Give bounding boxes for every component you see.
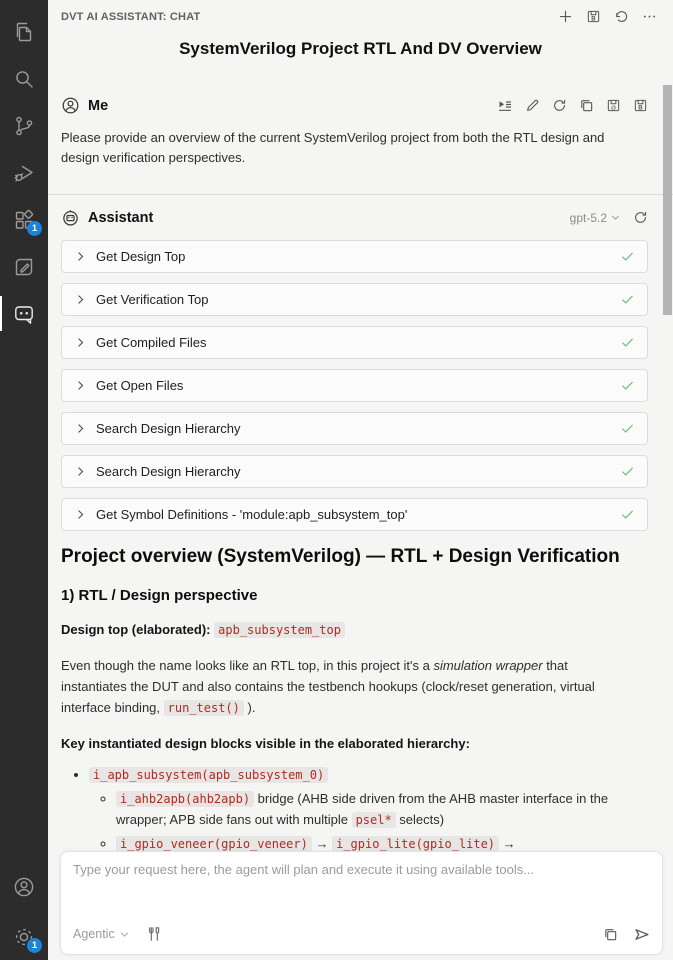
paragraph-text: that instantiates the DUT and also contains the testbench hookups (clock/reset generation, virtual interface binding, <box>61 658 595 715</box>
chevron-right-icon <box>74 465 87 478</box>
check-icon <box>620 249 635 264</box>
tool-label: Get Symbol Definitions - 'module:apb_subsystem_top' <box>96 507 408 523</box>
mode-selector[interactable] <box>73 927 130 941</box>
check-icon <box>620 378 635 393</box>
chevron-right-icon <box>74 379 87 392</box>
hierarchy-code[interactable]: psel* <box>352 812 396 828</box>
design-top-line <box>61 620 648 641</box>
scrollbar[interactable] <box>663 85 672 315</box>
run-debug-icon <box>12 161 36 185</box>
sidebar-item-extensions[interactable] <box>0 196 48 243</box>
hierarchy-code[interactable]: i_apb_subsystem(apb_subsystem_0) <box>89 767 328 783</box>
message-divider <box>48 194 673 195</box>
save-a-icon[interactable] <box>606 98 621 113</box>
list-text: selects) <box>395 811 445 827</box>
paragraph-text: Even though the name looks like an RTL top, in this project it's a <box>61 658 434 674</box>
settings-badge: 1 <box>27 938 42 953</box>
check-icon <box>620 335 635 350</box>
more-actions-icon[interactable] <box>642 9 657 24</box>
copy-icon[interactable] <box>603 927 618 942</box>
account-icon <box>12 875 36 899</box>
svg-text:B: B <box>638 104 643 112</box>
save-b-icon[interactable] <box>633 98 648 113</box>
edit-icon[interactable] <box>525 98 540 113</box>
paragraph-text: ). <box>243 699 256 715</box>
files-icon <box>12 20 36 44</box>
check-icon <box>620 464 635 479</box>
note-edit-icon <box>12 255 36 279</box>
chevron-right-icon <box>74 422 87 435</box>
tool-card[interactable] <box>61 240 648 273</box>
tool-call-list <box>61 240 648 531</box>
tool-label: Get Open Files <box>96 378 184 394</box>
svg-text:B: B <box>591 15 596 23</box>
copy-icon[interactable] <box>579 98 594 113</box>
regenerate-icon[interactable] <box>633 210 648 225</box>
answer-paragraph <box>61 656 636 718</box>
tool-card[interactable] <box>61 412 648 445</box>
rerun-icon[interactable] <box>552 98 567 113</box>
run-test-code[interactable]: run_test() <box>164 700 244 716</box>
list-item <box>116 789 629 831</box>
chat-input[interactable] <box>73 862 650 923</box>
activity-bar <box>0 0 48 960</box>
model-name: gpt-5.2 <box>569 210 607 225</box>
chat-input-card <box>60 851 663 955</box>
user-name: Me <box>88 97 109 114</box>
answer-heading: Project overview (SystemVerilog) — RTL + Design Verification <box>61 546 620 568</box>
check-icon <box>620 292 635 307</box>
chat-robot-icon <box>12 302 36 326</box>
sidebar-item-search[interactable] <box>0 55 48 102</box>
new-chat-button[interactable] <box>558 9 573 24</box>
assistant-message-header <box>61 208 648 227</box>
tool-card[interactable] <box>61 455 648 488</box>
design-top-code[interactable]: apb_subsystem_top <box>214 622 345 638</box>
tool-card[interactable] <box>61 283 648 316</box>
sidebar-item-account[interactable] <box>0 866 48 913</box>
hierarchy-code[interactable]: i_ahb2apb(ahb2apb) <box>116 791 254 807</box>
user-message-header <box>61 96 648 115</box>
sidebar-item-run-debug[interactable] <box>0 149 48 196</box>
panel-header <box>48 0 673 26</box>
tool-card[interactable] <box>61 498 648 531</box>
send-icon[interactable] <box>633 926 650 943</box>
source-control-icon <box>12 114 36 138</box>
input-toolbar <box>73 923 650 945</box>
tools-icon[interactable] <box>146 926 162 942</box>
blocks-heading: Key instantiated design blocks visible in the elaborated hierarchy: <box>61 736 470 752</box>
chevron-right-icon <box>74 293 87 306</box>
tool-label: Get Design Top <box>96 249 186 265</box>
user-message-text: Please provide an overview of the current SystemVerilog project from both the RTL design and design verification perspectives. <box>61 130 605 166</box>
arrow-glyph: → <box>502 835 516 851</box>
chevron-down-icon <box>610 212 621 223</box>
chat-title: SystemVerilog Project RTL And DV Overview <box>179 39 542 58</box>
tool-label: Search Design Hierarchy <box>96 464 241 480</box>
tool-label: Get Verification Top <box>96 292 209 308</box>
extensions-badge: 1 <box>27 221 42 236</box>
model-selector[interactable] <box>570 211 621 225</box>
sidebar-item-source-control[interactable] <box>0 102 48 149</box>
save-chat-button[interactable] <box>586 9 601 24</box>
paragraph-emphasis: simulation wrapper <box>433 658 543 674</box>
sidebar-item-dvt-editor[interactable] <box>0 243 48 290</box>
answer-subheading: 1) RTL / Design perspective <box>61 587 258 605</box>
history-icon[interactable] <box>614 9 629 24</box>
mode-label: Agentic <box>73 927 115 941</box>
check-icon <box>620 507 635 522</box>
svg-text:@: @ <box>610 105 617 112</box>
sidebar-item-ai-chat[interactable] <box>0 290 48 337</box>
chevron-right-icon <box>74 336 87 349</box>
chat-panel <box>48 0 673 960</box>
chevron-right-icon <box>74 250 87 263</box>
search-icon <box>12 67 36 91</box>
tool-label: Search Design Hierarchy <box>96 421 241 437</box>
user-avatar-icon <box>61 96 80 115</box>
tool-label: Get Compiled Files <box>96 335 207 351</box>
assistant-name: Assistant <box>88 209 154 226</box>
run-from-here-icon[interactable] <box>497 98 513 114</box>
chat-scroll-area[interactable] <box>48 59 673 960</box>
hierarchy-code[interactable]: i_gpio_veneer(gpio_veneer) <box>116 836 312 852</box>
hierarchy-code[interactable]: i_gpio_lite(gpio_lite) <box>332 836 499 852</box>
tool-card[interactable] <box>61 369 648 402</box>
tool-card[interactable] <box>61 326 648 359</box>
panel-title: DVT AI ASSISTANT: CHAT <box>61 10 201 23</box>
sidebar-item-explorer[interactable] <box>0 8 48 55</box>
chevron-right-icon <box>74 508 87 521</box>
list-text: bridge (AHB side driven from the AHB master interface in the wrapper; APB side fans out with multiple <box>116 791 609 827</box>
design-top-label: Design top (elaborated): <box>61 622 211 638</box>
chevron-down-icon <box>119 929 130 940</box>
check-icon <box>620 421 635 436</box>
assistant-avatar-icon <box>61 208 80 227</box>
arrow-glyph: → <box>315 835 329 851</box>
sidebar-item-settings[interactable] <box>0 913 48 960</box>
